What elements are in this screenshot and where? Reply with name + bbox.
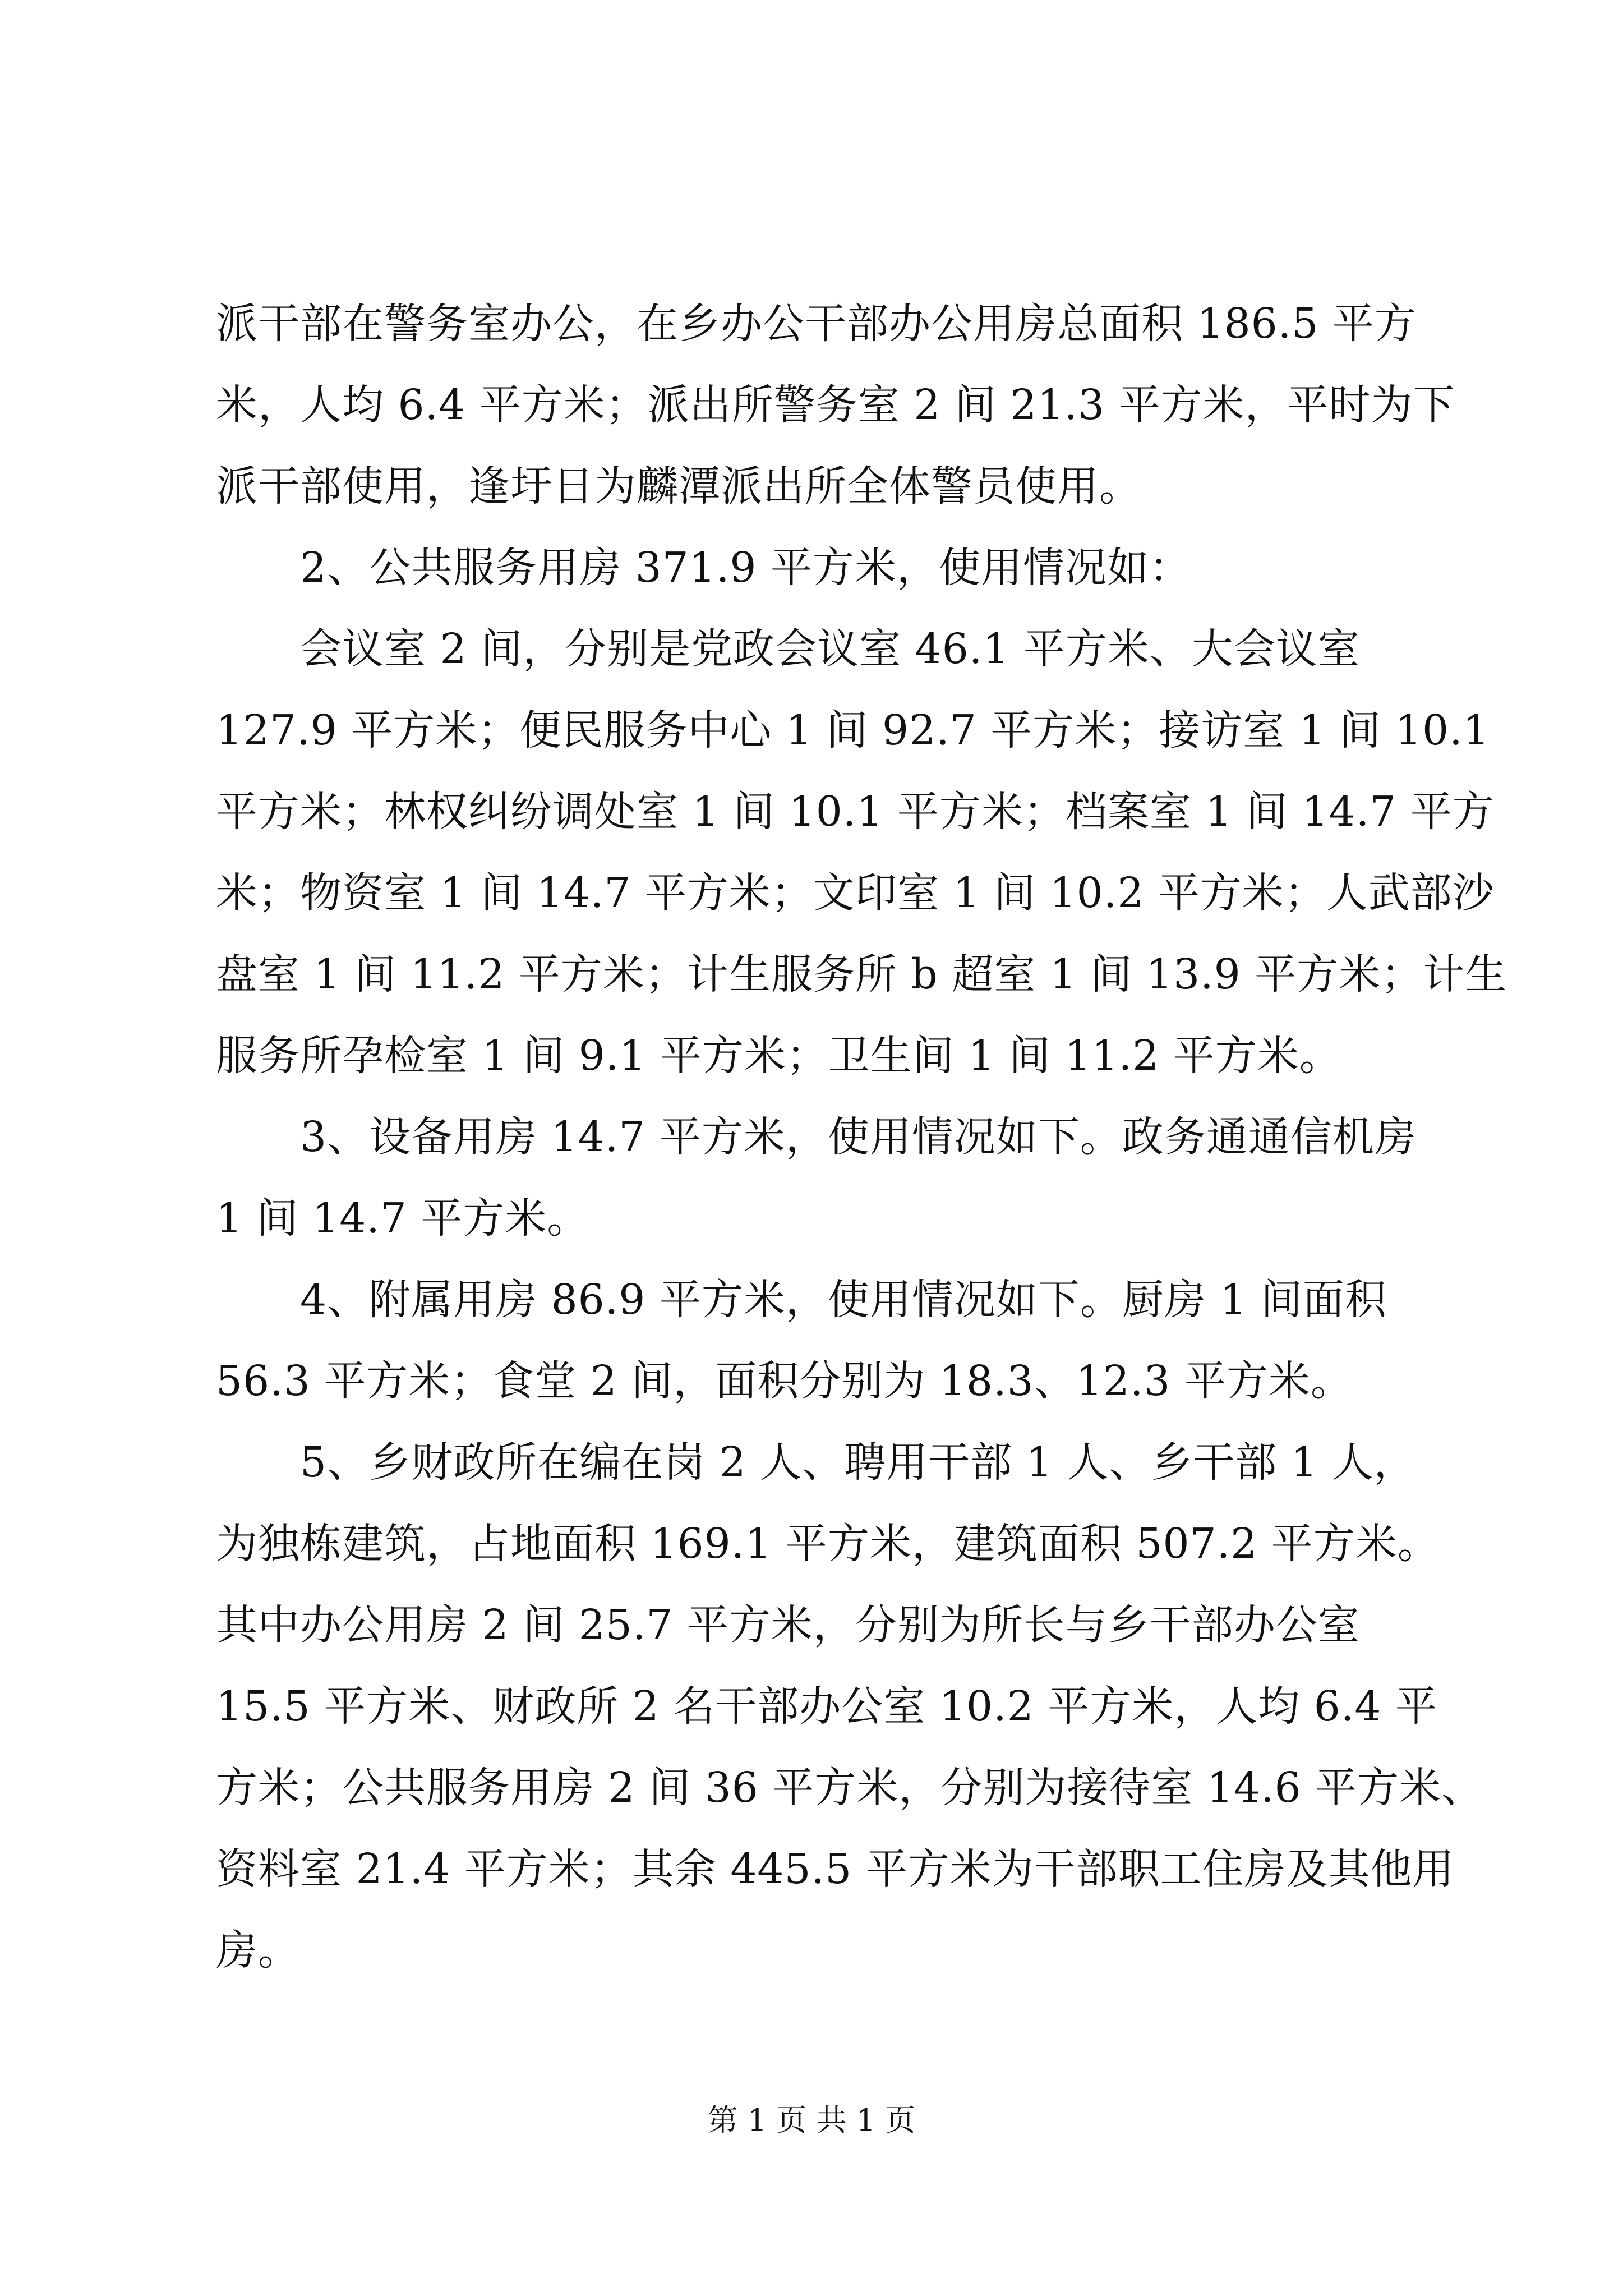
text-line: 米，人均 6.4 平方米；派出所警务室 2 间 21.3 平方米，平时为下	[216, 381, 1455, 429]
section-5-heading: 5、乡财政所在编在岗 2 人、聘用干部 1 人、乡干部 1 人，	[300, 1438, 1416, 1487]
text-line: 为独栋建筑，占地面积 169.1 平方米，建筑面积 507.2 平方米。	[216, 1520, 1440, 1568]
text-line: 15.5 平方米、财政所 2 名干部办公室 10.2 平方米，人均 6.4 平	[216, 1682, 1437, 1731]
text-line: 会议室 2 间，分别是党政会议室 46.1 平方米、大会议室	[300, 625, 1360, 673]
document-body	[216, 283, 1507, 1991]
text-line: 资料室 21.4 平方米；其余 445.5 平方米为干部职工住房及其他用	[216, 1845, 1455, 1893]
text-line: 派干部在警务室办公，在乡办公干部办公用房总面积 186.5 平方	[216, 300, 1417, 348]
section-3-heading: 3、设备用房 14.7 平方米，使用情况如下。政务通通信机房	[300, 1113, 1417, 1161]
text-line: 派干部使用，逢圩日为麟潭派出所全体警员使用。	[216, 462, 1141, 510]
text-line: 56.3 平方米；食堂 2 间，面积分别为 18.3、12.3 平方米。	[216, 1357, 1353, 1405]
text-line: 平方米；林权纠纷调处室 1 间 10.1 平方米；档案室 1 间 14.7 平方	[216, 788, 1495, 836]
text-line: 1 间 14.7 平方米。	[216, 1194, 589, 1243]
text-line: 房。	[216, 1926, 300, 1975]
text-line: 其中办公用房 2 间 25.7 平方米，分别为所长与乡干部办公室	[216, 1601, 1360, 1649]
section-4-heading: 4、附属用房 86.9 平方米，使用情况如下。厨房 1 间面积	[300, 1276, 1387, 1324]
page-footer: 第 1 页 共 1 页	[707, 2102, 916, 2138]
text-line: 盘室 1 间 11.2 平方米；计生服务所 b 超室 1 间 13.9 平方米；计生	[216, 950, 1507, 999]
text-line: 米；物资室 1 间 14.7 平方米；文印室 1 间 10.2 平方米；人武部沙	[216, 869, 1495, 917]
text-line: 方米；公共服务用房 2 间 36 平方米，分别为接待室 14.6 平方米、	[216, 1764, 1484, 1812]
section-2-heading: 2、公共服务用房 371.9 平方米，使用情况如：	[300, 544, 1191, 592]
text-line: 127.9 平方米；便民服务中心 1 间 92.7 平方米；接访室 1 间 10.1	[216, 706, 1490, 754]
text-line: 服务所孕检室 1 间 9.1 平方米；卫生间 1 间 11.2 平方米。	[216, 1032, 1341, 1080]
